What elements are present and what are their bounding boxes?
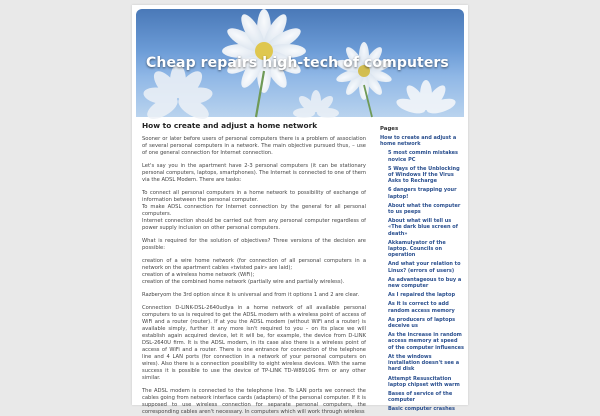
pages-list bbox=[380, 135, 464, 413]
page-link[interactable]: 6 dangers trapping your laptop! bbox=[388, 187, 457, 200]
list-item bbox=[380, 203, 464, 215]
main-content bbox=[142, 121, 366, 415]
post-paragraph: Sooner or later before users of personal computers there is a problem of association of several personal computers in a network. The main objective pursued thus, – use of one general connection for Internet connection. bbox=[142, 136, 366, 156]
sidebar-pages bbox=[380, 126, 464, 413]
header-banner bbox=[136, 9, 464, 117]
sidebar-heading: Pages bbox=[380, 126, 399, 132]
page-link[interactable]: As the increase in random access memory at speed of the computer influences bbox=[388, 332, 464, 351]
list-item bbox=[380, 277, 464, 289]
page-link[interactable]: Bases of service of the computer bbox=[388, 390, 453, 404]
page-link[interactable]: 5 most commin mistakes novice PC bbox=[388, 150, 459, 163]
page-link[interactable]: About what will tell us «The dark blue screen of death» bbox=[388, 218, 458, 237]
list-item bbox=[380, 376, 464, 388]
list-item bbox=[380, 187, 464, 199]
list-item bbox=[380, 218, 464, 237]
page-link[interactable]: At the windows installation doesn't see a hard disk bbox=[388, 353, 460, 373]
page-link[interactable]: Akkamulyator of the laptop. Councils on operation bbox=[388, 239, 446, 259]
site-title[interactable]: Cheap repairs high-tech of computers bbox=[146, 55, 449, 71]
list-item bbox=[380, 317, 464, 329]
list-item bbox=[380, 150, 464, 162]
list-item bbox=[380, 240, 464, 259]
list-item bbox=[380, 166, 464, 185]
page-link[interactable]: Attempt Resuscitation laptop chipset with warm bbox=[388, 375, 460, 388]
page-link[interactable]: 5 Ways of the Unblocking of Windows If the Virus Asks to Recharge bbox=[388, 165, 460, 185]
page-link[interactable]: And what your relation to Linux? (errors of users) bbox=[388, 261, 461, 274]
list-item bbox=[380, 301, 464, 313]
post-paragraph: Razberyom the 3rd option since it is universal and from it options 1 and 2 are clear. bbox=[142, 292, 360, 298]
list-item bbox=[380, 391, 464, 403]
post-paragraph: The ADSL modem is connected to the telephone line. To LAN ports we connect the cables going from network interface cards (adapters) of the personal computer. If it is supposed to use wireless connection for separate personal computers, the corresponding cables aren't necessary. In computers which will work through wireless bbox=[142, 388, 366, 415]
post-paragraph: What is required for the solution of objectives? Three versions of the decision are possible: bbox=[142, 238, 366, 251]
list-item bbox=[380, 332, 464, 351]
page-link[interactable]: Basic computer crashes bbox=[388, 406, 456, 413]
list-item bbox=[380, 406, 464, 412]
list-item bbox=[380, 261, 464, 273]
page-link[interactable]: As it is correct to add random access memory bbox=[388, 301, 455, 314]
page-link[interactable]: As producers of laptops deceive us bbox=[388, 316, 456, 330]
post-paragraph: Let's say you in the apartment have 2-3 personal computers (it can be stationary personal computers, laptops, smartphones). The Internet is connected to one of them via the ADSL Modem. There are tasks: bbox=[142, 163, 366, 183]
page-link[interactable]: How to create and adjust a home network bbox=[380, 135, 457, 148]
list-item bbox=[380, 292, 464, 298]
page-link[interactable]: About what the computer to us peeps bbox=[388, 202, 461, 216]
page-link[interactable]: As advantageous to buy a new computer bbox=[388, 276, 462, 290]
list-item bbox=[380, 354, 464, 373]
post-paragraph: Connection D-LINK-DSL-2640udlya in a home network of all available personal computers to us is required to get the ADSL modem with a wireless point of access of WiFi and a router (router). If at you the ADSL modem (without WiFi and a router) is available simply, further it any more isn't required to you – on its place we will establish again acquired device, let it will be, for example, the device from D-LINK DSL-2640U firm. It is the ADSL modem, in its case also there is a wireless point of access of WiFi and a router. There is one entrance for connection of the telephone line and 4 LAN ports (for connection in a network of your personal computers on wires). Also there is a connection possibility to eight wireless devices. With the same success it is possible to use the device of TP-LINK TD-W8910G firm or any other similar. bbox=[142, 305, 366, 381]
list-item bbox=[380, 135, 464, 147]
post-paragraph: creation of a wire home network (for connection of all personal computers in a network on the apartment cables «twisted pair» are laid); creation of a wireless home network (WiFi); creation of the combined home network (partially wire and partially wireless). bbox=[142, 258, 366, 285]
post-paragraph: To connect all personal computers in a home network to possibility of exchange of information between the personal computer. To make ADSL connection for Internet connection by the general for all personal computers. Internet connection should be carried out from any personal computer regardless of power supply inclusion on other personal computers. bbox=[142, 190, 366, 231]
page-link[interactable]: As I repaired the laptop bbox=[388, 292, 456, 299]
page-container bbox=[132, 5, 468, 415]
post-title[interactable]: How to create and adjust a home network bbox=[142, 121, 318, 130]
